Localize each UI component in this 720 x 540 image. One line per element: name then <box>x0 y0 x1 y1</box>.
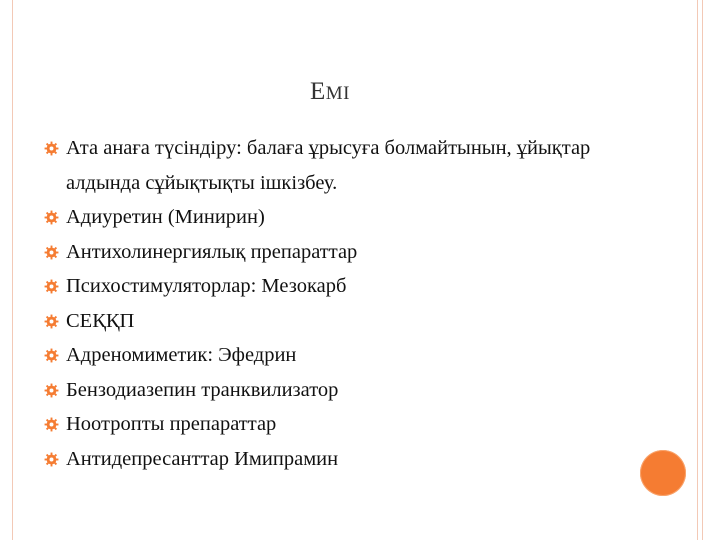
decorative-circle <box>640 450 686 496</box>
list-item <box>44 338 664 373</box>
gear-icon <box>44 141 59 156</box>
slide-title-initial: Е <box>309 78 326 105</box>
list-item-text: Антидепресанттар Имипрамин <box>66 447 339 470</box>
bullet-list <box>44 131 664 476</box>
list-item <box>44 200 664 235</box>
list-item-text: Психостимуляторлар: Мезокарб <box>66 275 347 297</box>
list-item-text: СЕҚҚП <box>66 309 135 332</box>
gear-icon <box>44 314 59 329</box>
list-item-text: Антихолинергиялық препараттар <box>66 240 358 263</box>
gear-icon <box>44 417 59 432</box>
list-item-text: Адреномиметик: Эфедрин <box>66 344 297 366</box>
list-item <box>44 269 664 304</box>
list-item <box>44 407 664 442</box>
list-item <box>44 304 664 339</box>
slide-title-rest: МІ <box>325 83 350 104</box>
list-item-text: Ата анаға түсіндіру: балаға ұрысуға болмайтынын, ұйықтар алдында сұйықтықты ішкізбеу. <box>66 137 591 194</box>
list-item-text: Ноотропты препараттар <box>66 413 277 435</box>
gear-icon <box>44 279 59 294</box>
gear-icon <box>44 348 59 363</box>
gear-icon <box>44 245 59 260</box>
list-item-text: Бензодиазепин транквилизатор <box>66 378 339 401</box>
gear-icon <box>44 210 59 225</box>
slide-title <box>0 78 660 106</box>
list-item <box>44 131 664 200</box>
slide-frame-right <box>697 0 698 540</box>
gear-icon <box>44 452 59 467</box>
list-item <box>44 373 664 408</box>
list-item <box>44 235 664 270</box>
gear-icon <box>44 383 59 398</box>
list-item <box>44 442 664 477</box>
list-item-text: Адиуретин (Минирин) <box>66 206 265 228</box>
slide-frame-right-inner <box>702 0 703 540</box>
